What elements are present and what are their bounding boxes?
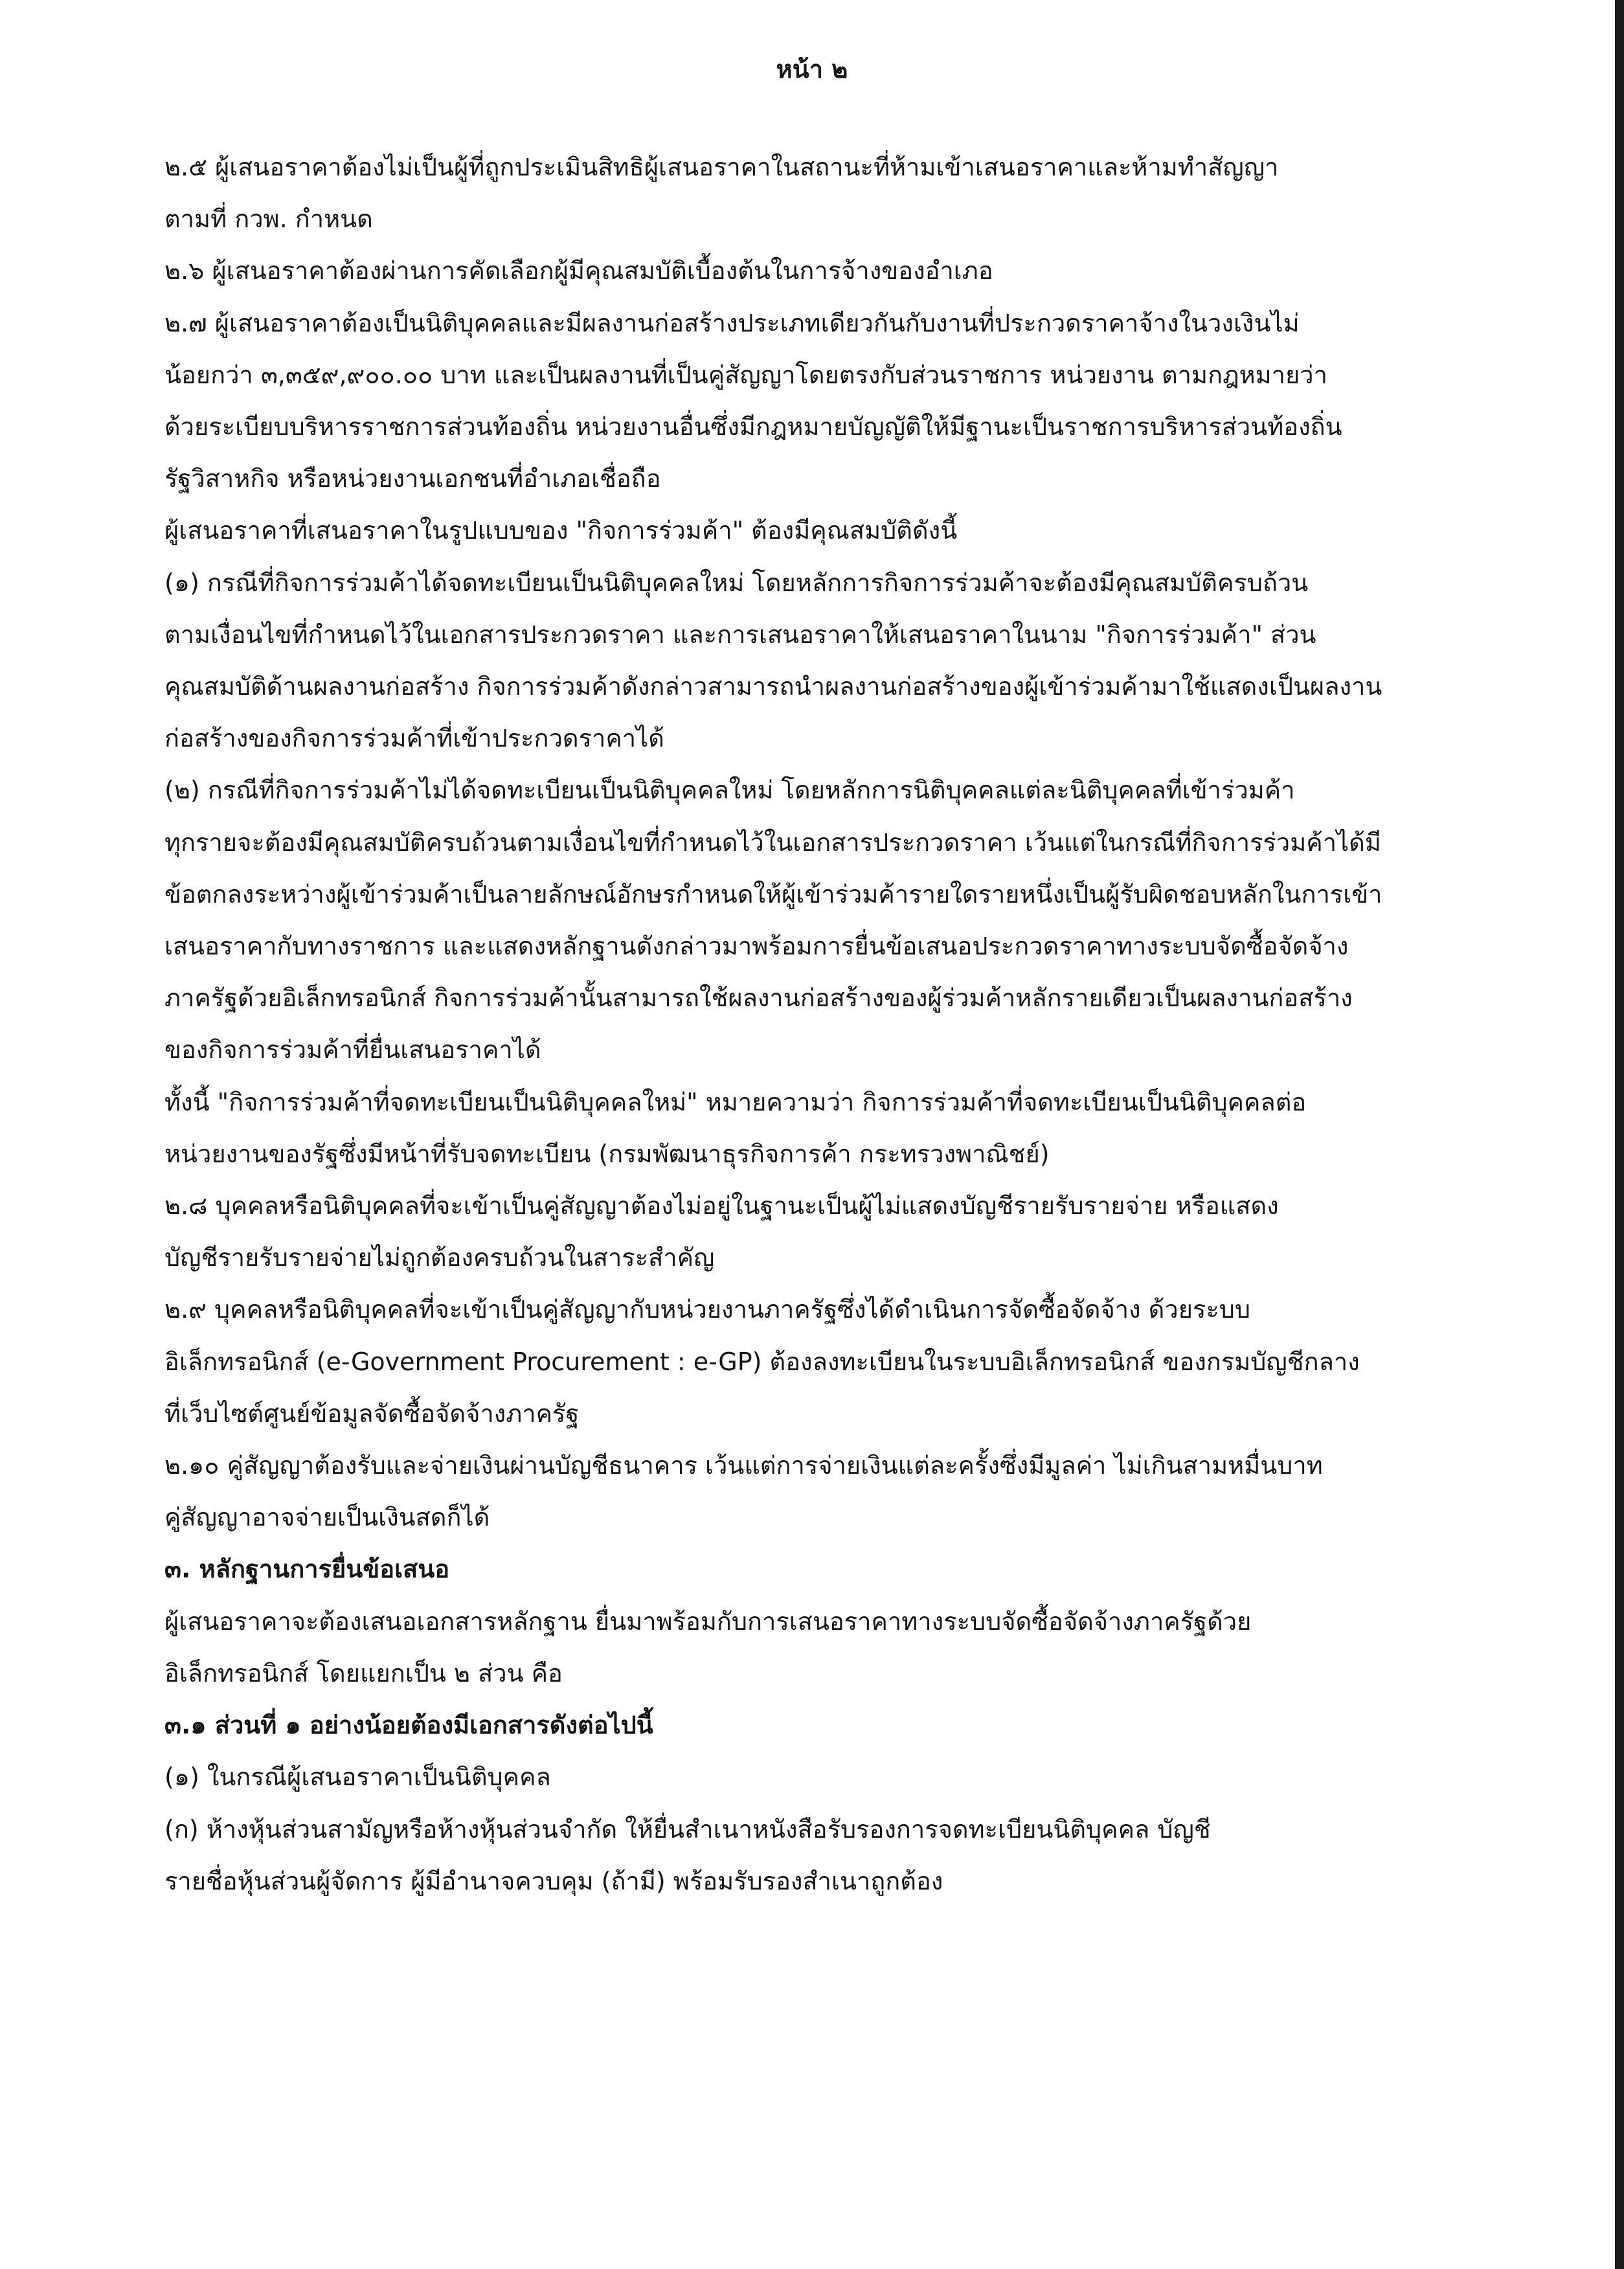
clause-2-10: ๒.๑๐ คู่สัญญาต้องรับและจ่ายเงินผ่านบัญชีธนาคาร เว้นแต่การจ่ายเงินแต่ละครั้งซึ่งมีมูลค่า ไม่เกินสามหมื่นบาท คู่สัญญาอาจจ่ายเป็นเงินสดก็ได้	[164, 1451, 1323, 1532]
clause-2-8: ๒.๘ บุคคลหรือนิติบุคคลที่จะเข้าเป็นคู่สัญญาต้องไม่อยู่ในฐานะเป็นผู้ไม่แสดงบัญชีรายรับรายจ่าย หรือแสดง บัญชีรายรับรายจ่ายไม่ถูกต้องครบถ้วนในสาระสำคัญ	[164, 1191, 1279, 1272]
scan-border	[1615, 0, 1624, 2269]
joint-venture-case-1: (๑) กรณีที่กิจการร่วมค้าได้จดทะเบียนเป็นนิติบุคคลใหม่ โดยหลักการกิจการร่วมค้าจะต้องมีคุณสมบัติครบถ้วน ตามเงื่อนไขที่กำหนดไว้ในเอกสารประกวดราคา และการเสนอราคาให้เสนอราคาในนาม "กิจการร่วมค้า" ส่วน คุณสมบัติด้านผลงานก่อสร้าง กิจการร่วมค้าดังกล่าวสามารถนำผลงานก่อสร้างของผู้เข้าร่วมค้ามาใช้แสดงเป็นผลงาน ก่อสร้างของกิจการร่วมค้าที่เข้าประกวดราคาได้	[164, 568, 1382, 753]
document-body	[164, 141, 1460, 1907]
joint-venture-intro: ผู้เสนอราคาที่เสนอราคาในรูปแบบของ "กิจการร่วมค้า" ต้องมีคุณสมบัติดังนี้	[164, 516, 958, 545]
section-3-heading: ๓. หลักฐานการยื่นข้อเสนอ	[164, 1555, 450, 1584]
clause-2-9: ๒.๙ บุคคลหรือนิติบุคคลที่จะเข้าเป็นคู่สัญญากับหน่วยงานภาครัฐซึ่งได้ดำเนินการจัดซื้อจัดจ้าง ด้วยระบบ อิเล็กทรอนิกส์ (e-Government Procurement : e-GP) ต้องลงทะเบียนในระบบอิเล็กทรอนิกส์ ของกรมบัญชีกลาง ที่เว็บไซต์ศูนย์ข้อมูลจัดซื้อจัดจ้างภาครัฐ	[164, 1295, 1360, 1428]
section-3-1-item-1-a: (ก) ห้างหุ้นส่วนสามัญหรือห้างหุ้นส่วนจำกัด ให้ยื่นสำเนาหนังสือรับรองการจดทะเบียนนิติบุคคล บัญชี รายชื่อหุ้นส่วนผู้จัดการ ผู้มีอำนาจควบคุม (ถ้ามี) พร้อมรับรองสำเนาถูกต้อง	[164, 1814, 1211, 1895]
clause-2-5: ๒.๕ ผู้เสนอราคาต้องไม่เป็นผู้ที่ถูกประเมินสิทธิผู้เสนอราคาในสถานะที่ห้ามเข้าเสนอราคาและห้ามทำสัญญา ตามที่ กวพ. กำหนด	[164, 153, 1279, 234]
clause-2-7: ๒.๗ ผู้เสนอราคาต้องเป็นนิติบุคคลและมีผลงานก่อสร้างประเภทเดียวกันกับงานที่ประกวดราคาจ้างในวงเงินไม่ น้อยกว่า ๓,๓๕๙,๙๐๐.๐๐ บาท และเป็นผลงานที่เป็นคู่สัญญาโดยตรงกับส่วนราชการ หน่วยงาน ตามกฎหมายว่า ด้วยระเบียบบริหารราชการส่วนท้องถิ่น หน่วยงานอื่นซึ่งมีกฎหมายบัญญัติให้มีฐานะเป็นราชการบริหารส่วนท้องถิ่น รัฐวิสาหกิจ หรือหน่วยงานเอกชนที่อำเภอเชื่อถือ	[164, 308, 1342, 493]
section-3-1-item-1: (๑) ในกรณีผู้เสนอราคาเป็นนิติบุคคล	[164, 1763, 551, 1792]
section-3-intro: ผู้เสนอราคาจะต้องเสนอเอกสารหลักฐาน ยื่นมาพร้อมกับการเสนอราคาทางระบบจัดซื้อจัดจ้างภาครัฐด้วย อิเล็กทรอนิกส์ โดยแยกเป็น ๒ ส่วน คือ	[164, 1607, 1252, 1688]
page-number: หน้า ๒	[776, 55, 848, 84]
section-3-1-heading: ๓.๑ ส่วนที่ ๑ อย่างน้อยต้องมีเอกสารดังต่อไปนี้	[164, 1711, 653, 1740]
joint-venture-case-2: (๒) กรณีที่กิจการร่วมค้าไม่ได้จดทะเบียนเป็นนิติบุคคลใหม่ โดยหลักการนิติบุคคลแต่ละนิติบุคคลที่เข้าร่วมค้า ทุกรายจะต้องมีคุณสมบัติครบถ้วนตามเงื่อนไขที่กำหนดไว้ในเอกสารประกวดราคา เว้นแต่ในกรณีที่กิจการร่วมค้าได้มี ข้อตกลงระหว่างผู้เข้าร่วมค้าเป็นลายลักษณ์อักษรกำหนดให้ผู้เข้าร่วมค้ารายใดรายหนึ่งเป็นผู้รับผิดชอบหลักในการเข้า เสนอราคากับทางราชการ และแสดงหลักฐานดังกล่าวมาพร้อมการยื่นข้อเสนอประกวดราคาทางระบบจัดซื้อจัดจ้าง ภาครัฐด้วยอิเล็กทรอนิกส์ กิจการร่วมค้านั้นสามารถใช้ผลงานก่อสร้างของผู้ร่วมค้าหลักรายเดียวเป็นผลงานก่อสร้าง ของกิจการร่วมค้าที่ยื่นเสนอราคาได้	[164, 776, 1382, 1065]
clause-2-6: ๒.๖ ผู้เสนอราคาต้องผ่านการคัดเลือกผู้มีคุณสมบัติเบื้องต้นในการจ้างของอำเภอ	[164, 256, 993, 286]
joint-venture-definition: ทั้งนี้ "กิจการร่วมค้าที่จดทะเบียนเป็นนิติบุคคลใหม่" หมายความว่า กิจการร่วมค้าที่จดทะเบียนเป็นนิติบุคคลต่อ หน่วยงานของรัฐซึ่งมีหน้าที่รับจดทะเบียน (กรมพัฒนาธุรกิจการค้า กระทรวงพาณิชย์)	[164, 1087, 1307, 1168]
